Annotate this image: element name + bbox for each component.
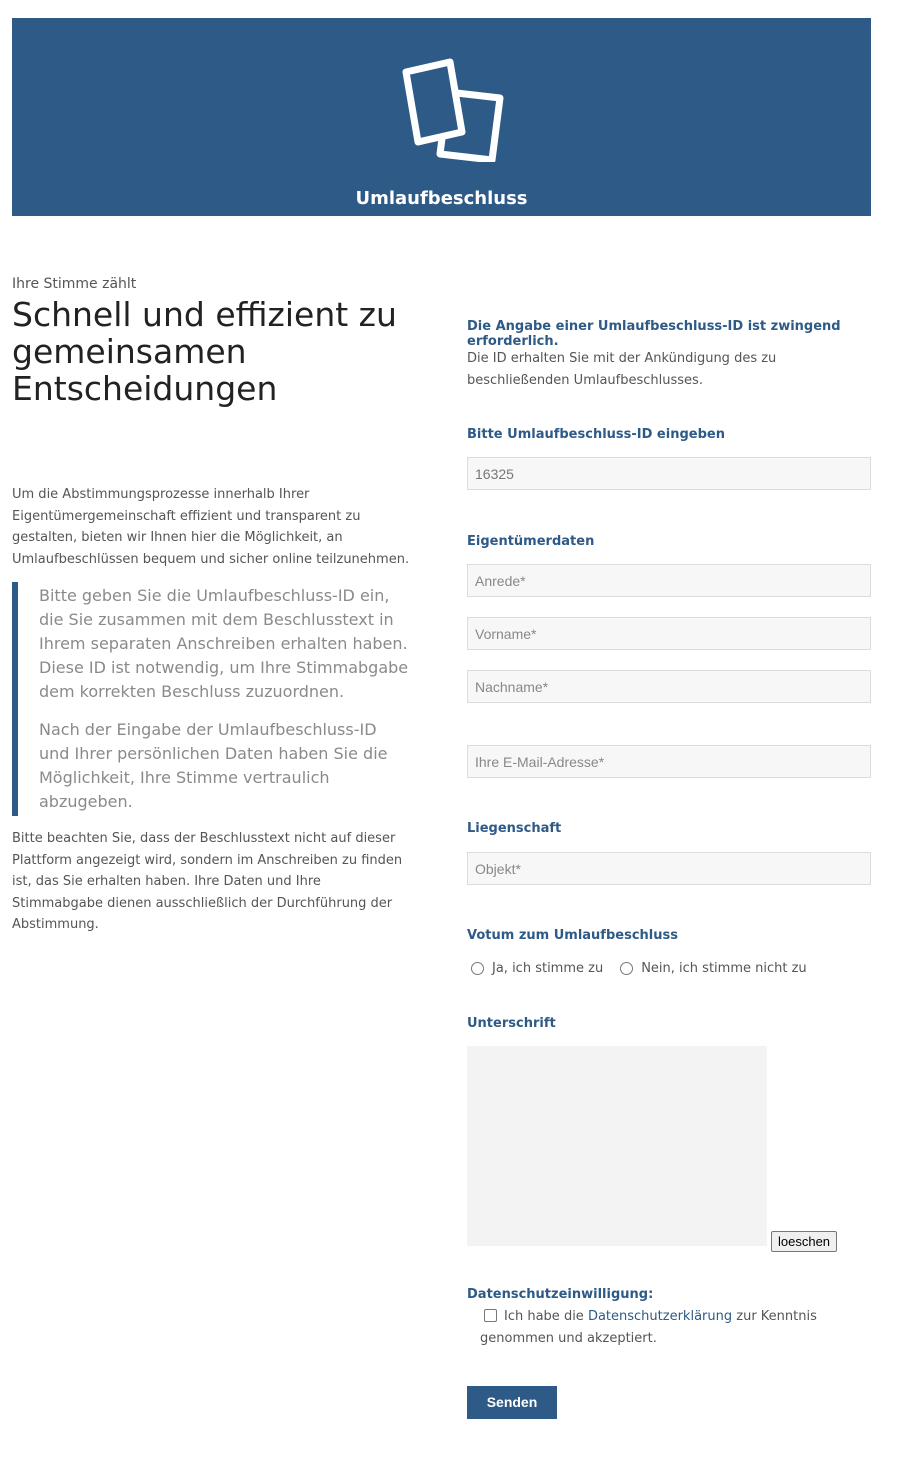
page-title: Schnell und effizient zu gemeinsamen Entscheidungen — [12, 295, 397, 408]
consent-suffix: zur Kenntnis genommen und akzeptiert. — [480, 1309, 817, 1346]
salutation-field[interactable] — [467, 564, 871, 597]
vote-yes-label[interactable]: Ja, ich stimme zu — [492, 961, 604, 976]
intro-text: Um die Abstimmungsprozesse innerhalb Ihrer Eigentümergemeinschaft effizient und transparent zu gestalten, bieten wir Ihnen hier die Möglichkeit, an Umlaufbeschlüssen bequem und sicher online teilzunehmen. — [12, 487, 410, 567]
signature-pad[interactable] — [467, 1046, 767, 1246]
documents-icon — [400, 58, 508, 162]
vote-label: Votum zum Umlaufbeschluss — [467, 928, 678, 943]
submit-button[interactable]: Senden — [467, 1386, 557, 1419]
owner-data-label: Eigentümerdaten — [467, 534, 595, 549]
object-field[interactable] — [467, 852, 871, 885]
kicker-text: Ihre Stimme zählt — [12, 276, 137, 292]
clear-signature-button[interactable]: loeschen — [771, 1231, 837, 1252]
info-quote — [12, 582, 412, 816]
vote-yes-radio[interactable] — [471, 962, 484, 975]
header-banner — [12, 18, 871, 216]
vote-no-radio[interactable] — [620, 962, 633, 975]
property-label: Liegenschaft — [467, 821, 562, 836]
lastname-field[interactable] — [467, 670, 871, 703]
privacy-policy-link[interactable]: Datenschutzerklärung — [587, 1309, 733, 1324]
vote-options — [471, 961, 824, 976]
firstname-field[interactable] — [467, 617, 871, 650]
banner-title: Umlaufbeschluss — [355, 188, 528, 209]
id-field-label: Bitte Umlaufbeschluss-ID eingeben — [467, 427, 725, 442]
privacy-consent-text — [480, 1306, 840, 1350]
id-required-notice: Die Angabe einer Umlaufbeschluss-ID ist zwingend erforderlich. — [467, 319, 841, 349]
privacy-label: Datenschutzeinwilligung: — [467, 1287, 654, 1302]
note-text: Bitte beachten Sie, dass der Beschlusstext nicht auf dieser Plattform angezeigt wird, sondern im Anschreiben zu finden ist, das Sie erhalten haben. Ihre Daten und Ihre Stimmabgabe dienen ausschließlich der Durchführung der Abstimmung. — [12, 831, 403, 932]
info-column — [12, 276, 412, 932]
quote-paragraph-1: Bitte geben Sie die Umlaufbeschluss-ID ein, die Sie zusammen mit dem Beschlusstext in Ihrem separaten Anschreiben erhalten haben. Diese ID ist notwendig, um Ihre Stimmabgabe dem korrekten Beschluss zuzuordnen. — [39, 586, 409, 701]
vote-no-label[interactable]: Nein, ich stimme nicht zu — [641, 961, 807, 976]
quote-paragraph-2: Nach der Eingabe der Umlaufbeschluss-ID und Ihrer persönlichen Daten haben Sie die Möglichkeit, Ihre Stimme vertraulich abzugeben. — [39, 720, 388, 811]
consent-prefix: Ich habe die — [504, 1309, 584, 1324]
signature-label: Unterschrift — [467, 1016, 556, 1031]
email-field[interactable] — [467, 745, 871, 778]
id-info-text: Die ID erhalten Sie mit der Ankündigung des zu beschließenden Umlaufbeschlusses. — [467, 351, 777, 388]
resolution-id-input[interactable] — [467, 457, 871, 490]
